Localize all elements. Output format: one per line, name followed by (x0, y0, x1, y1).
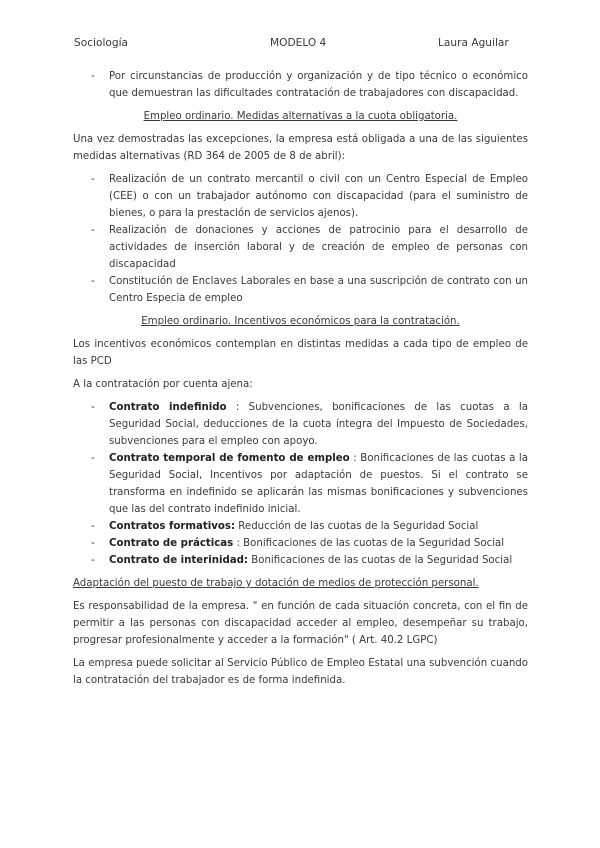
section-heading-alternatives: Empleo ordinario. Medidas alternativas a la cuota obligatoria. (143, 111, 458, 122)
list-item (73, 535, 528, 552)
section-heading-adaptation: Adaptación del puesto de trabajo y dotación de medios de protección personal. (73, 578, 479, 589)
contract-term: Contratos formativos: (109, 521, 236, 532)
contract-description: Bonificaciones de las cuotas de la Seguridad Social (247, 555, 513, 566)
intro-list (73, 68, 528, 102)
paragraph: Una vez demostradas las excepciones, la empresa está obligada a una de las siguientes medidas alternativas (RD 364 de 2005 de 8 de abril): (73, 134, 528, 162)
paragraph: Es responsabilidad de la empresa. " en función de cada situación concreta, con el fin de permitir a las personas con discapacidad acceder al empleo, desempeñar su trabajo, progresar profesionalmente y acceder a la formación" ( Art. 40.2 LGPC) (73, 601, 528, 646)
list-item (73, 450, 528, 518)
contract-term: Contrato indefinido (109, 402, 227, 413)
paragraph: Los incentivos económicos contemplan en distintas medidas a cada tipo de empleo de las PCD (73, 339, 528, 367)
contract-term: Contrato de prácticas (109, 538, 234, 549)
contract-description: Reducción de las cuotas de la Seguridad Social (235, 521, 479, 532)
header-model: MODELO 4 (270, 37, 327, 49)
contract-description: : Bonificaciones de las cuotas a la Seguridad Social, Incentivos por adaptación de puestos. Si el contrato se transforma en indefinido se aplicarán las mismas bonificaciones y subvenciones que las del contrato indefinido inicial. (109, 453, 529, 515)
header-subject: Sociología (74, 37, 129, 49)
list-item (73, 518, 528, 535)
contract-description: : Subvenciones, bonificaciones de las cuotas a la Seguridad Social, deducciones de la cuota íntegra del Impuesto de Sociedades, subvenciones para el empleo con apoyo. (109, 402, 528, 447)
list-item (73, 552, 528, 569)
list-item: - Realización de un contrato mercantil o civil con un Centro Especial de Empleo (CEE) o con un trabajador autónomo con discapacidad (para el suministro de bienes, o para la prestación de servicios ajenos). (73, 171, 528, 222)
alternatives-list (73, 171, 528, 307)
list-item (73, 399, 528, 450)
paragraph: La empresa puede solicitar al Servicio Público de Empleo Estatal una subvención cuando la contratación del trabajador es de forma indefinida. (73, 658, 528, 686)
section-heading-incentives: Empleo ordinario. Incentivos económicos para la contratación. (141, 316, 460, 327)
contract-description: : Bonificaciones de las cuotas de la Seguridad Social (233, 538, 505, 549)
list-item: - Por circunstancias de producción y organización y de tipo técnico o económico que demuestran las dificultades contratación de trabajadores con discapacidad. (73, 68, 528, 102)
list-item: - Constitución de Enclaves Laborales en base a una suscripción de contrato con un Centro Especia de empleo (73, 273, 528, 307)
incentives-list (73, 399, 528, 569)
paragraph: A la contratación por cuenta ajena: (73, 379, 253, 390)
header-author: Laura Aguilar (438, 37, 509, 49)
list-item: - Realización de donaciones y acciones de patrocinio para el desarrollo de actividades de inserción laboral y de creación de empleo de personas con discapacidad (73, 222, 528, 273)
document-body (73, 68, 528, 695)
contract-term: Contrato temporal de fomento de empleo (109, 453, 350, 464)
contract-term: Contrato de interinidad: (109, 555, 248, 566)
